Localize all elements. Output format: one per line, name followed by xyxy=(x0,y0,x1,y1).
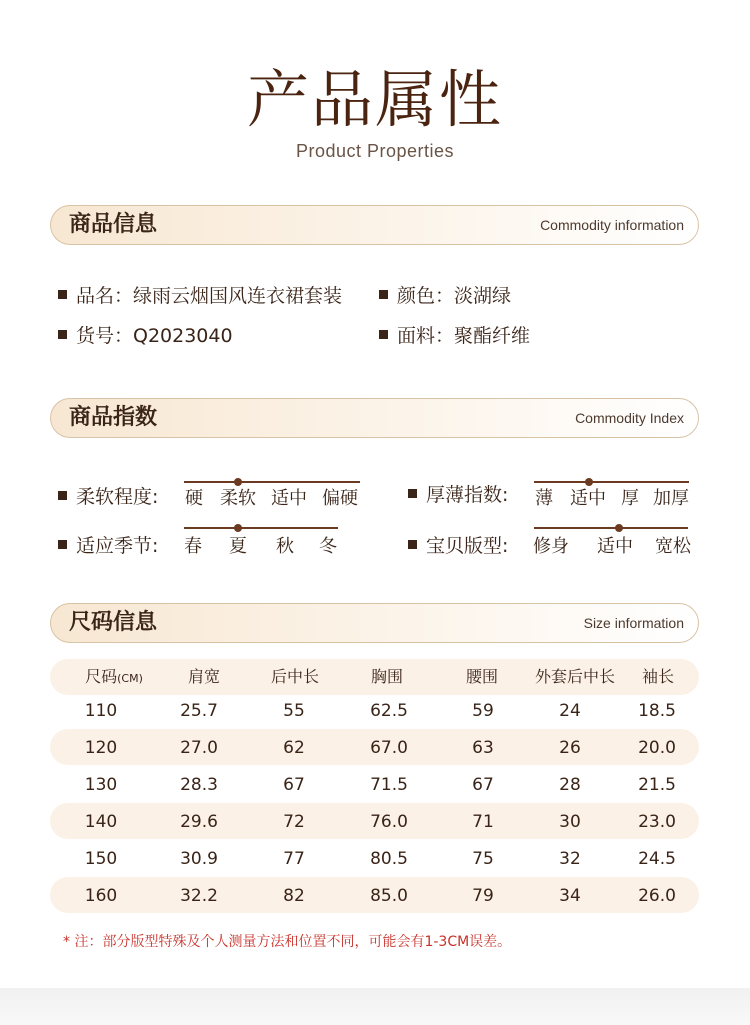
table-cell: 77 xyxy=(283,849,305,869)
table-cell: 76.0 xyxy=(370,812,408,832)
size-note: * 注：部分版型特殊及个人测量方法和位置不同，可能会有1-3CM误差。 xyxy=(63,934,512,950)
table-cell: 55 xyxy=(283,701,305,721)
scale-option: 适中 xyxy=(570,488,606,509)
table-cell: 63 xyxy=(472,738,494,758)
info-item-color: 颜色：淡湖绿 xyxy=(379,283,511,309)
table-cell: 18.5 xyxy=(638,701,676,721)
header-cell: 胸围 xyxy=(370,667,403,686)
table-cell: 85.0 xyxy=(370,886,408,906)
table-cell: 72 xyxy=(283,812,305,832)
scale-option: 加厚 xyxy=(653,488,689,509)
section-subtitle: Commodity Index xyxy=(575,410,684,426)
table-cell: 62.5 xyxy=(370,701,408,721)
scale-option: 修身 xyxy=(533,536,569,557)
table-cell: 150 xyxy=(84,849,118,869)
section-subtitle: Size information xyxy=(583,615,684,631)
table-cell: 120 xyxy=(84,738,118,758)
scale-option: 适中 xyxy=(271,488,307,509)
table-cell: 26 xyxy=(559,738,581,758)
scale-option: 宽松 xyxy=(655,536,691,557)
table-cell: 67 xyxy=(472,775,494,795)
table-cell: 80.5 xyxy=(370,849,408,869)
table-cell: 29.6 xyxy=(180,812,218,832)
table-cell: 71.5 xyxy=(370,775,408,795)
header-cell: 袖长 xyxy=(641,667,674,686)
table-cell: 24 xyxy=(559,701,581,721)
info-item-fabric: 面料：聚酯纤维 xyxy=(379,323,530,349)
table-cell: 71 xyxy=(472,812,494,832)
scale-option: 夏 xyxy=(229,536,247,557)
index-softness-label: 柔软程度: xyxy=(58,484,158,510)
table-cell: 32.2 xyxy=(180,886,218,906)
table-cell: 25.7 xyxy=(180,701,218,721)
header-cell: 腰围 xyxy=(465,667,498,686)
table-cell: 75 xyxy=(472,849,494,869)
table-cell: 23.0 xyxy=(638,812,676,832)
table-cell: 26.0 xyxy=(638,886,676,906)
table-cell: 110 xyxy=(84,701,118,721)
table-cell: 62 xyxy=(283,738,305,758)
header-cell: 肩宽 xyxy=(187,667,220,686)
scale-option: 偏硬 xyxy=(322,488,358,509)
scale-option: 硬 xyxy=(185,488,203,509)
table-cell: 59 xyxy=(472,701,494,721)
section-title: 尺码信息 xyxy=(69,610,158,635)
header-cell: 尺码(CM) xyxy=(85,667,143,686)
table-cell: 27.0 xyxy=(180,738,218,758)
table-cell: 82 xyxy=(283,886,305,906)
table-cell: 30.9 xyxy=(180,849,218,869)
scale-option: 柔软 xyxy=(220,488,256,509)
header-cell: 外套后中长 xyxy=(534,667,615,686)
table-cell: 24.5 xyxy=(638,849,676,869)
section-title: 商品指数 xyxy=(69,405,158,430)
page-subtitle: Product Properties xyxy=(295,141,455,161)
table-cell: 28 xyxy=(559,775,581,795)
table-cell: 67 xyxy=(283,775,305,795)
index-fit-label: 宝贝版型: xyxy=(408,533,508,559)
table-cell: 21.5 xyxy=(638,775,676,795)
section-subtitle: Commodity information xyxy=(540,217,684,233)
scale-option: 秋 xyxy=(276,536,294,557)
section-title: 商品信息 xyxy=(69,212,158,237)
table-cell: 20.0 xyxy=(638,738,676,758)
info-item-sku: 货号：Q2023040 xyxy=(58,323,233,349)
table-cell: 34 xyxy=(559,886,581,906)
header-cell: 后中长 xyxy=(270,667,319,686)
scale-option: 适中 xyxy=(597,536,633,557)
table-cell: 140 xyxy=(84,812,118,832)
page-title: 产品属性 xyxy=(246,63,503,136)
table-cell: 32 xyxy=(559,849,581,869)
scale-option: 春 xyxy=(184,536,202,557)
table-cell: 130 xyxy=(84,775,118,795)
table-cell: 67.0 xyxy=(370,738,408,758)
table-cell: 28.3 xyxy=(180,775,218,795)
info-item-name: 品名：绿雨云烟国风连衣裙套装 xyxy=(58,283,342,309)
table-cell: 79 xyxy=(472,886,494,906)
scale-option: 薄 xyxy=(535,488,553,509)
footer-divider xyxy=(0,988,750,1025)
scale-option: 厚 xyxy=(621,488,639,509)
table-cell: 30 xyxy=(559,812,581,832)
index-thickness-label: 厚薄指数: xyxy=(408,482,508,508)
table-cell: 160 xyxy=(84,886,118,906)
index-season-label: 适应季节: xyxy=(58,533,158,559)
scale-option: 冬 xyxy=(319,536,337,557)
